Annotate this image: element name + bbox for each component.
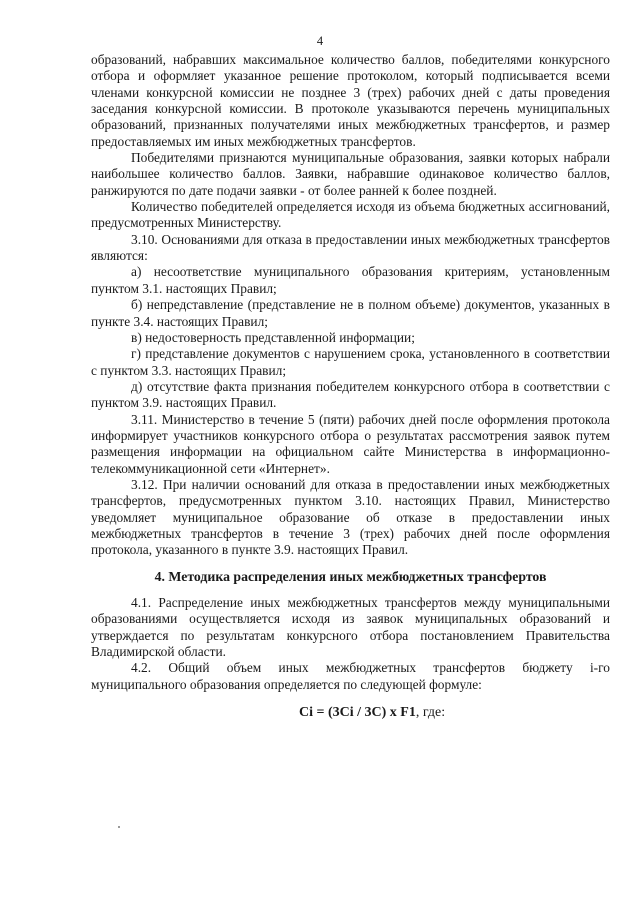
list-item-b: б) непредставление (представление не в полном объеме) документов, указанных в пункте 3.4. настоящих Правил; [91, 297, 610, 329]
paragraph-3-11: 3.11. Министерство в течение 5 (пяти) рабочих дней после оформления протокола информирует участников конкурсного отбора о результатах рассмотрения заявок путем размещения информации на официальном сайте Министерства в информационно-телекоммуникационной сети «Интернет». [91, 411, 610, 476]
paragraph-4-2: 4.2. Общий объем иных межбюджетных трансфертов бюджету i-го муниципального образования определяется по следующей формуле: [91, 660, 610, 692]
formula-suffix: , где: [415, 705, 446, 721]
formula [91, 705, 610, 721]
paragraph-3-12: 3.12. При наличии оснований для отказа в предоставлении иных межбюджетных трансфертов, предусмотренных пунктом 3.10. настоящих Правил, Министерство уведомляет муниципальное образование об отказе в предоставлении иных межбюджетных трансфертов в течение 3 (трех) рабочих дней после оформления протокола, указанного в пункте 3.9. настоящих Правил. [91, 476, 610, 558]
paragraph-continuation: образований, набравших максимальное количество баллов, победителями конкурсного отбора и оформляет указанное решение протоколом, который подписывается всеми членами конкурсной комиссии не позднее 3 (трех) рабочих дней с даты проведения заседания конкурсной комиссии. В протоколе указываются перечень муниципальных образований, признанных получателями иных межбюджетных трансфертов, и размер предоставляемых им иных межбюджетных трансфертов. [91, 52, 610, 149]
scan-speck [118, 826, 120, 828]
paragraph-3-10: 3.10. Основаниями для отказа в предоставлении иных межбюджетных трансфертов являются: [91, 231, 610, 264]
section-heading: 4. Методика распределения иных межбюджетных трансфертов [154, 568, 547, 584]
page-number: 4 [316, 34, 324, 48]
formula-expression: Ci = (3Ci / 3C) x F1 [299, 705, 416, 721]
document-body [91, 52, 610, 721]
paragraph-4-1: 4.1. Распределение иных межбюджетных трансфертов между муниципальными образованиями осуществляется исходя из заявок муниципальных образований и утверждается по результатам конкурсного отбора постановлением Правительства Владимирской области. [91, 595, 610, 660]
list-item-a: а) несоответствие муниципального образования критериям, установленным пунктом 3.1. настоящих Правил; [91, 264, 610, 296]
list-item-g: г) представление документов с нарушением срока, установленного в соответствии с пунктом 3.3. настоящих Правил; [91, 346, 610, 378]
list-item-d: д) отсутствие факта признания победителем конкурсного отбора в соответствии с пунктом 3.9. настоящих Правил. [91, 378, 610, 411]
list-item-v: в) недостоверность представленной информации; [131, 329, 415, 345]
paragraph-winners: Победителями признаются муниципальные образования, заявки которых набрали наибольшее количество баллов. Заявки, набравшие одинаковое количество баллов, ранжируются по дате подачи заявки - от более ранней к более поздней. [91, 150, 610, 198]
paragraph-winners-count: Количество победителей определяется исходя из объема бюджетных ассигнований, предусмотренных Министерству. [91, 199, 610, 231]
